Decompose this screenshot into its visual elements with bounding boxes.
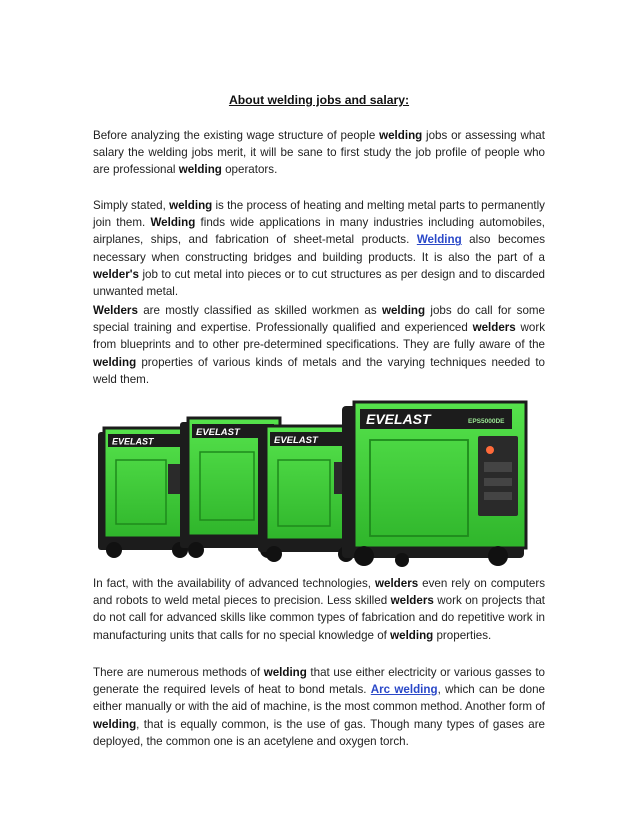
text: operators. xyxy=(221,163,278,177)
bold-keyword: welders xyxy=(472,321,516,335)
text: properties. xyxy=(433,628,492,642)
generator-unit-4 xyxy=(342,402,526,567)
text: are mostly classified as skilled workmen as xyxy=(137,304,382,317)
text: Before analyzing the existing wage structure of people xyxy=(93,129,380,142)
paragraph-intro xyxy=(93,127,545,179)
text: job to cut metal into pieces or to cut structures as per design and to discarded unwanted metal. xyxy=(93,267,545,299)
text: There are numerous methods of xyxy=(93,666,264,679)
generators-image xyxy=(88,400,558,570)
arc-welding-link[interactable]: Arc welding xyxy=(370,683,438,697)
bold-keyword: welders xyxy=(375,577,419,590)
text: properties of various kinds of metals and the varying techniques needed to weld them. xyxy=(93,355,545,386)
generator-unit-1 xyxy=(98,428,190,558)
text: work from blueprints and to other pre-determined specifications. They are fully aware of the xyxy=(93,321,545,352)
brand-logo-text: EVELAST xyxy=(366,411,431,427)
brand-logo-text: EVELAST xyxy=(274,435,318,446)
bold-keyword: welding xyxy=(379,129,423,142)
paragraph-welders xyxy=(93,302,545,388)
text: even rely on computers and robots to weld metal pieces to precision. Less skilled xyxy=(93,577,545,608)
text: work on projects that do not call for advanced skills like common types of fabrication and do repetitive work in manufacturing units that calls for no special knowledge of xyxy=(93,594,545,642)
generators-illustration xyxy=(88,400,558,570)
generator-unit-3 xyxy=(258,426,356,562)
bold-keyword: welding xyxy=(93,717,137,731)
bold-keyword: welding xyxy=(381,304,426,317)
bold-keyword: welding xyxy=(390,628,434,642)
text: that use either electricity or various gasses to generate the required levels of heat to bond metals. xyxy=(93,666,545,697)
text: finds wide applications in many industries including automobiles, airplanes, ships, and fabrication of sheet-metal products. xyxy=(93,216,545,247)
bold-keyword: Welding xyxy=(150,216,196,230)
paragraph-technology xyxy=(93,575,545,644)
text: Simply stated, xyxy=(93,199,170,212)
paragraph-definition xyxy=(93,197,545,300)
text: jobs or assessing what salary the welding jobs merit, it will be sane to first study the job profile of people who are professional xyxy=(93,129,545,177)
brand-logo-text: EVELAST xyxy=(196,427,240,438)
text: , that is equally common, is the use of gas. Though many types of gases are deployed, the common one is an acetylene and oxygen torch. xyxy=(93,717,545,748)
bold-keyword: welding xyxy=(263,666,307,679)
welding-link[interactable]: Welding xyxy=(416,233,462,247)
text: , which can be done either manually or with the aid of machine, is the most common method. Another form of xyxy=(93,683,545,714)
page-title: About welding jobs and salary: xyxy=(228,93,410,107)
bold-keyword: welding xyxy=(169,199,213,212)
bold-keyword: welding xyxy=(178,163,222,177)
bold-keyword: welding xyxy=(93,355,137,369)
text: jobs do call for some special training and expertise. Professionally qualified and experienced xyxy=(93,304,546,335)
bold-keyword: welders xyxy=(390,594,434,608)
brand-logo-text: EVELAST xyxy=(112,436,154,447)
text: is the process of heating and melting metal parts to permanently join them. xyxy=(93,199,545,230)
text: also becomes necessary when constructing bridges and building products. It is also the part of a xyxy=(93,233,545,264)
text: In fact, with the availability of advanced technologies, xyxy=(93,577,375,590)
model-badge-text: EPS5000DE xyxy=(468,418,505,425)
bold-keyword: Welders xyxy=(93,304,138,317)
paragraph-methods xyxy=(93,664,545,750)
bold-keyword: welder's xyxy=(93,267,139,281)
